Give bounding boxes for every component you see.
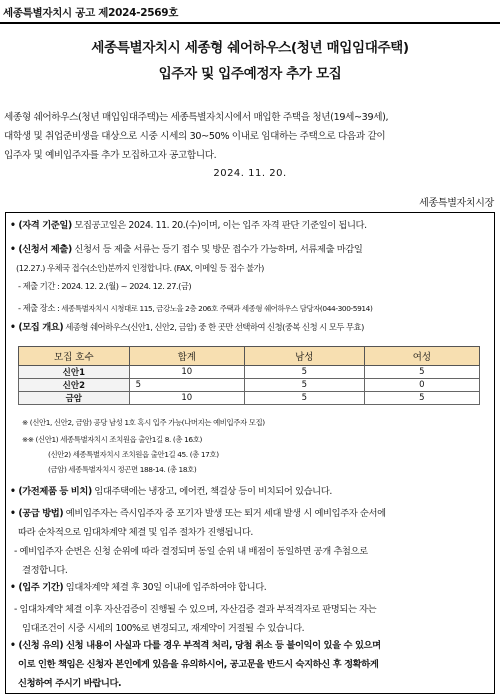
- table-header-cell: 여성: [364, 347, 479, 366]
- item-text: 임대조건이 시중 시세의 100%로 변경되고, 재계약이 거절될 수 있습니다.: [22, 623, 305, 634]
- total-count: 5: [129, 379, 244, 392]
- item-text: 신청서 등 제출 서류는 등기 접수 및 방문 접수가 가능하며, 서류제출 마감일: [71, 244, 363, 255]
- male-count: 5: [244, 379, 364, 392]
- item-heading: • (신청 유의): [10, 640, 64, 651]
- item-text: 세종형 쉐어하우스(신안1, 신안2, 금암) 중 한 곳만 선택하여 신청(중복 신청 시 모두 무효): [63, 322, 364, 332]
- announcement-number: 세종특별자치시 공고 제2024-2569호: [3, 7, 179, 19]
- table-row: [19, 366, 480, 379]
- house-name: 신안1: [19, 366, 130, 379]
- total-count: 10: [129, 392, 244, 405]
- intro-paragraph: [4, 108, 496, 165]
- item-text: 신청하여 주시기 바랍니다.: [18, 678, 122, 689]
- note-line: ※※ (신안1) 세종특별자치시 조치원읍 출안1길 8. (총 16호): [22, 435, 202, 444]
- document-title: 세종특별자치시 세종형 쉐어하우스(청년 매입임대주택): [91, 40, 409, 56]
- intro-line: 세종형 쉐어하우스(청년 매입임대주택)는 세종특별자치시에서 매입한 주택을 청년(19세~39세),: [4, 112, 389, 123]
- submission-place: [18, 299, 490, 318]
- intro-line: 대학생 및 취업준비생을 대상으로 시중 시세의 30~50% 이내로 임대하는 주택으로 다음과 같이: [4, 131, 386, 142]
- issuing-organization: 세종특별자치시장: [419, 198, 494, 209]
- submission-item: [10, 240, 490, 278]
- item-heading: • (모집 개요): [10, 322, 64, 333]
- item-heading: • (입주 기간): [10, 582, 64, 593]
- item-heading: • (신청서 제출): [10, 244, 72, 255]
- move-in-item: [10, 578, 490, 597]
- male-count: 5: [244, 392, 364, 405]
- item-text: 따라 순차적으로 임대차계약 체결 및 입주 절차가 진행됩니다.: [18, 527, 253, 538]
- item-heading: • (자격 기준일): [10, 220, 72, 231]
- male-count: 5: [244, 366, 364, 379]
- recruitment-table: [18, 346, 480, 405]
- item-text: 신청 내용이 사실과 다를 경우 부적격 처리, 당첨 취소 등 불이익이 있을 수 있으며: [63, 640, 381, 651]
- place-label: - 제출 장소 :: [18, 303, 62, 313]
- house-name: 신안2: [19, 379, 130, 392]
- note-line: (신안2) 세종특별자치시 조치원읍 출안1길 45. (총 17호): [48, 450, 219, 459]
- table-header-row: [19, 347, 480, 366]
- note-1: ※ (신안1, 신안2, 금암) 공당 남성 1호 혹시 입주 가능(나머지는 예비입주자 모집): [22, 418, 265, 427]
- supply-method-item: [10, 504, 490, 542]
- item-text: 결정합니다.: [22, 565, 68, 576]
- female-count: 5: [364, 366, 479, 379]
- furnishing-item: [10, 482, 490, 501]
- item-heading: • (공급 방법): [10, 508, 64, 519]
- note-2: [22, 432, 490, 477]
- item-text: (12.27.) 우체국 접수(소인)분까지 인정합니다. (FAX, 이메일 등 접수 불가): [16, 263, 264, 273]
- item-text: - 예비입주자 순번은 신청 순위에 따라 결정되며 동일 순위 내 배점이 동일하면 공개 추첨으로: [14, 546, 368, 557]
- house-name: 금암: [19, 392, 130, 405]
- item-text: 이로 인한 책임은 신청자 본인에게 있음을 유의하시어, 공고문을 반드시 숙지하신 후 정확하게: [18, 659, 379, 670]
- intro-line: 입주자 및 예비입주자를 추가 모집하고자 공고합니다.: [4, 150, 217, 161]
- total-count: 10: [129, 366, 244, 379]
- document-subtitle: 입주자 및 입주예정자 추가 모집: [158, 66, 342, 82]
- outline-item: [10, 318, 490, 337]
- table-header-cell: 모집 호수: [19, 347, 130, 366]
- place-text: 세종특별자치시 시청대로 115, 금강노을 2층 206호 주택과 세종형 쉐어하우스 담당자(044-300-5914): [61, 304, 373, 313]
- supply-method-sub: [14, 542, 490, 580]
- item-text: 임대차계약 체결 후 30일 이내에 입주하여야 합니다.: [63, 582, 267, 593]
- move-in-sub: [14, 600, 490, 638]
- table-row: [19, 379, 480, 392]
- female-count: 0: [364, 379, 479, 392]
- table-header-cell: 남성: [244, 347, 364, 366]
- announcement-date: 2024. 11. 20.: [213, 168, 287, 179]
- table-row: [19, 392, 480, 405]
- item-text: - 임대차계약 체결 이후 자산검증이 진행될 수 있으며, 자산검증 결과 부적격자로 판명되는 자는: [14, 604, 377, 615]
- note-line: (금암) 세종특별자치시 정곤면 188-14. (총 18호): [48, 465, 197, 474]
- table-header-cell: 합계: [129, 347, 244, 366]
- criteria-item: [10, 216, 490, 235]
- submission-period: - 제출 기간 : 2024. 12. 2.(월) ~ 2024. 12. 27.(금): [18, 281, 192, 291]
- header-rule: [0, 22, 500, 24]
- item-text: 예비입주자는 즉시입주자 중 포기자 발생 또는 퇴거 세대 발생 시 예비입주자 순서에: [63, 508, 386, 519]
- item-heading: • (가전제품 등 비치): [10, 486, 92, 497]
- item-text: 임대주택에는 냉장고, 에어컨, 책걸상 등이 비치되어 있습니다.: [91, 486, 332, 497]
- caution-item: [10, 636, 490, 693]
- item-text: 모집공고일은 2024. 11. 20.(수)이며, 이는 입주 자격 판단 기준일이 됩니다.: [71, 220, 367, 231]
- female-count: 5: [364, 392, 479, 405]
